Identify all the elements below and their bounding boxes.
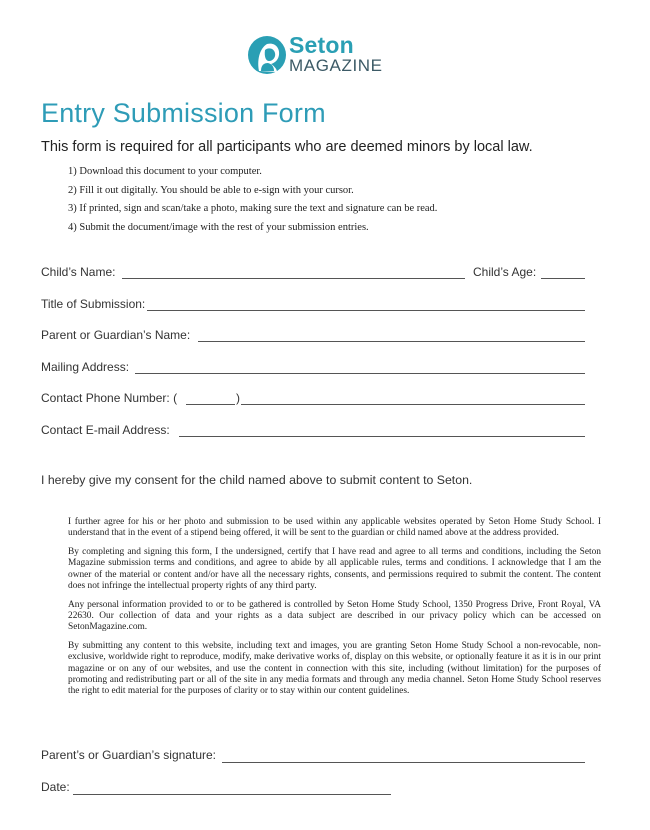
phone-label: Contact Phone Number: ( [41, 391, 178, 405]
date-field[interactable] [73, 794, 391, 795]
guardian-name-field[interactable] [198, 341, 585, 342]
email-label: Contact E-mail Address: [41, 423, 170, 437]
date-label: Date: [41, 780, 70, 794]
legal-paragraph: By completing and signing this form, I the undersigned, certify that I have read and agree to all terms and conditions, including the Seton Magazine submission terms and conditions, and agree to abide by all applicable rules, terms and conditions. I acknowledge that I am the owner of the material or content and/or have all the necessary rights, consents, and permissions required to submit the content. The content does not infringe the intellectual property rights of any third party. [68, 547, 601, 591]
signature-field[interactable] [222, 762, 585, 763]
submission-title-label: Title of Submission: [41, 297, 146, 311]
form-subtitle: This form is required for all participants who are deemed minors by local law. [41, 139, 533, 155]
instruction-item: 1) Download this document to your computer. [68, 166, 262, 177]
submission-title-field[interactable] [147, 310, 585, 311]
mailing-address-field[interactable] [135, 373, 585, 374]
madonna-emblem-icon [247, 35, 287, 75]
consent-statement: I hereby give my consent for the child named above to submit content to Seton. [41, 473, 473, 487]
mailing-address-label: Mailing Address: [41, 360, 130, 374]
instruction-item: 3) If printed, sign and scan/take a photo, making sure the text and signature can be read. [68, 203, 438, 214]
guardian-name-label: Parent or Guardian’s Name: [41, 328, 191, 342]
child-name-label: Child’s Name: [41, 265, 116, 279]
instruction-item: 2) Fill it out digitally. You should be able to e-sign with your cursor. [68, 184, 354, 196]
phone-close-paren: ) [236, 391, 240, 405]
email-field[interactable] [179, 436, 585, 437]
legal-paragraph: By submitting any content to this website, including text and images, you are granting Seton Home Study School a non-revocable, non-exclusive, worldwide right to reproduce, modify, make derivative works of, display on this website, or optionally feature it as it is in our print magazine or on any of our websites, and use the content in connection with this site, including (without limitation) for the purposes of promoting and redistributing part or all of the site in any media formats and through any media channel. Seton Home Study School reserves the right to edit material for the purposes of clarity or to stay within our content guidelines. [68, 641, 601, 697]
signature-label: Parent’s or Guardian’s signature: [41, 748, 216, 762]
child-name-field[interactable] [122, 278, 465, 279]
child-age-field[interactable] [541, 278, 585, 279]
instructions-list [68, 163, 437, 237]
instruction-item: 4) Submit the document/image with the rest of your submission entries. [68, 221, 369, 233]
phone-area-code-field[interactable] [186, 404, 235, 405]
seton-magazine-logo [247, 34, 417, 78]
form-title: Entry Submission Form [41, 98, 326, 128]
legal-paragraph: I further agree for his or her photo and submission to be used within any applicable websites operated by Seton Home Study School. I understand that in the event of a stipend being offered, it will be sent to the guardian or child named above at the address provided. [68, 517, 601, 539]
phone-number-field[interactable] [241, 404, 585, 405]
legal-terms [68, 517, 601, 705]
legal-paragraph: Any personal information provided to or to be gathered is controlled by Seton Home Study School, 1350 Progress Drive, Front Royal, VA 22630. Our collection of data and your rights as a data subject are described in our privacy policy which can be accessed on SetonMagazine.com. [68, 599, 601, 633]
child-age-label: Child’s Age: [473, 265, 537, 279]
logo-seton-text: Seton [289, 32, 354, 58]
logo-magazine-text: MAGAZINE [289, 56, 383, 75]
